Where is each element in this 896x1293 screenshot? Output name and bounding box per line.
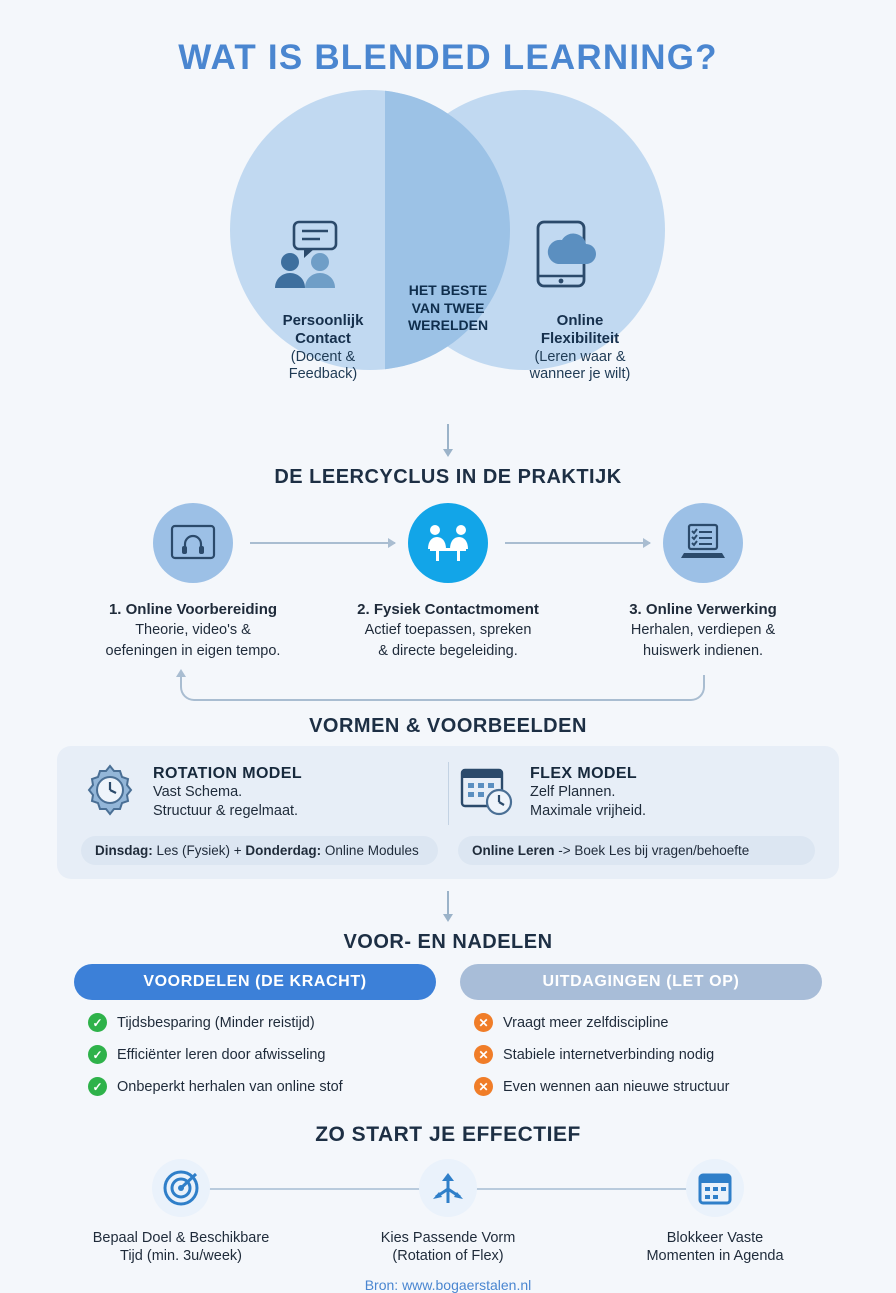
list-item: ✓ Onbeperkt herhalen van online stof <box>74 1077 436 1096</box>
model-rotation: ROTATION MODEL Vast Schema. Structuur & regelmaat. Dinsdag: Les (Fysiek) + Donderdag: Online Modules <box>71 762 448 865</box>
cycle-step-1: 1. Online Voorbereiding Theorie, video's & oefeningen in eigen tempo. <box>105 601 281 660</box>
two-people-table-icon <box>408 503 488 583</box>
arrow-to-proscons <box>447 891 449 915</box>
models-panel <box>57 746 839 879</box>
list-item: ✕ Stabiele internetverbinding nodig <box>460 1045 822 1064</box>
check-icon: ✓ <box>88 1077 107 1096</box>
source-link[interactable]: Bron: www.bogaerstalen.nl <box>364 1277 532 1293</box>
gear-clock-icon <box>81 762 139 823</box>
pros-header: VOORDELEN (DE KRACHT) <box>74 964 436 1000</box>
cycle-heading: DE LEERCYCLUS IN DE PRAKTIJK <box>274 466 622 488</box>
cross-icon: ✕ <box>474 1077 493 1096</box>
venn-left-label: Persoonlijk Contact (Docent & Feedback) <box>282 312 364 383</box>
tablet-cloud-icon <box>528 220 604 297</box>
list-item: ✕ Vraagt meer zelfdiscipline <box>460 1013 822 1032</box>
list-item: ✓ Efficiënter leren door afwisseling <box>74 1045 436 1064</box>
models-divider <box>448 762 449 825</box>
arrow-to-cycle <box>447 424 449 450</box>
calendar-clock-icon <box>458 762 516 823</box>
cross-icon: ✕ <box>474 1045 493 1064</box>
rotation-example-pill: Dinsdag: Les (Fysiek) + Donderdag: Online Modules <box>81 836 438 865</box>
cycle-connector-2 <box>505 542 650 544</box>
check-icon: ✓ <box>88 1045 107 1064</box>
learning-cycle <box>0 503 896 693</box>
start-heading: ZO START JE EFFECTIEF <box>315 1123 581 1146</box>
check-icon: ✓ <box>88 1013 107 1032</box>
start-steps <box>0 1159 896 1269</box>
venn-center-label: HET BESTE VAN TWEE WERELDEN <box>407 282 489 333</box>
laptop-checklist-icon <box>663 503 743 583</box>
proscons-row <box>74 964 822 1109</box>
models-heading: VORMEN & VOORBEELDEN <box>309 715 587 737</box>
arrows-directions-icon <box>419 1159 477 1217</box>
cycle-connector-1 <box>250 542 395 544</box>
flex-example-pill: Online Leren -> Boek Les bij vragen/behoefte <box>458 836 815 865</box>
cycle-step-2: 2. Fysiek Contactmoment Actief toepassen, spreken & directe begeleiding. <box>357 601 539 660</box>
start-step-3: Blokkeer Vaste Momenten in Agenda <box>646 1230 784 1265</box>
headphones-screen-icon <box>153 503 233 583</box>
venn-diagram <box>0 90 896 383</box>
page-title: WAT IS BLENDED LEARNING? <box>178 38 718 77</box>
start-step-2: Kies Passende Vorm (Rotation of Flex) <box>380 1230 516 1265</box>
calendar-icon <box>686 1159 744 1217</box>
start-step-1: Bepaal Doel & Beschikbare Tijd (min. 3u/week) <box>92 1230 270 1265</box>
target-icon <box>152 1159 210 1217</box>
proscons-heading: VOOR- EN NADELEN <box>343 931 553 953</box>
venn-right-label: Online Flexibiliteit (Leren waar & wanneer je wilt) <box>529 312 631 383</box>
model-flex: FLEX MODEL Zelf Plannen. Maximale vrijheid. Online Leren -> Boek Les bij vragen/behoefte <box>448 762 825 865</box>
cross-icon: ✕ <box>474 1013 493 1032</box>
cons-column <box>460 964 822 1109</box>
list-item: ✕ Even wennen aan nieuwe structuur <box>460 1077 822 1096</box>
cycle-step-3: 3. Online Verwerking Herhalen, verdiepen & huiswerk indienen. <box>629 601 777 660</box>
cycle-loop-arrow <box>180 675 705 701</box>
cons-header: UITDAGINGEN (LET OP) <box>460 964 822 1000</box>
list-item: ✓ Tijdsbesparing (Minder reistijd) <box>74 1013 436 1032</box>
people-chat-icon <box>272 220 350 295</box>
pros-column <box>74 964 436 1109</box>
